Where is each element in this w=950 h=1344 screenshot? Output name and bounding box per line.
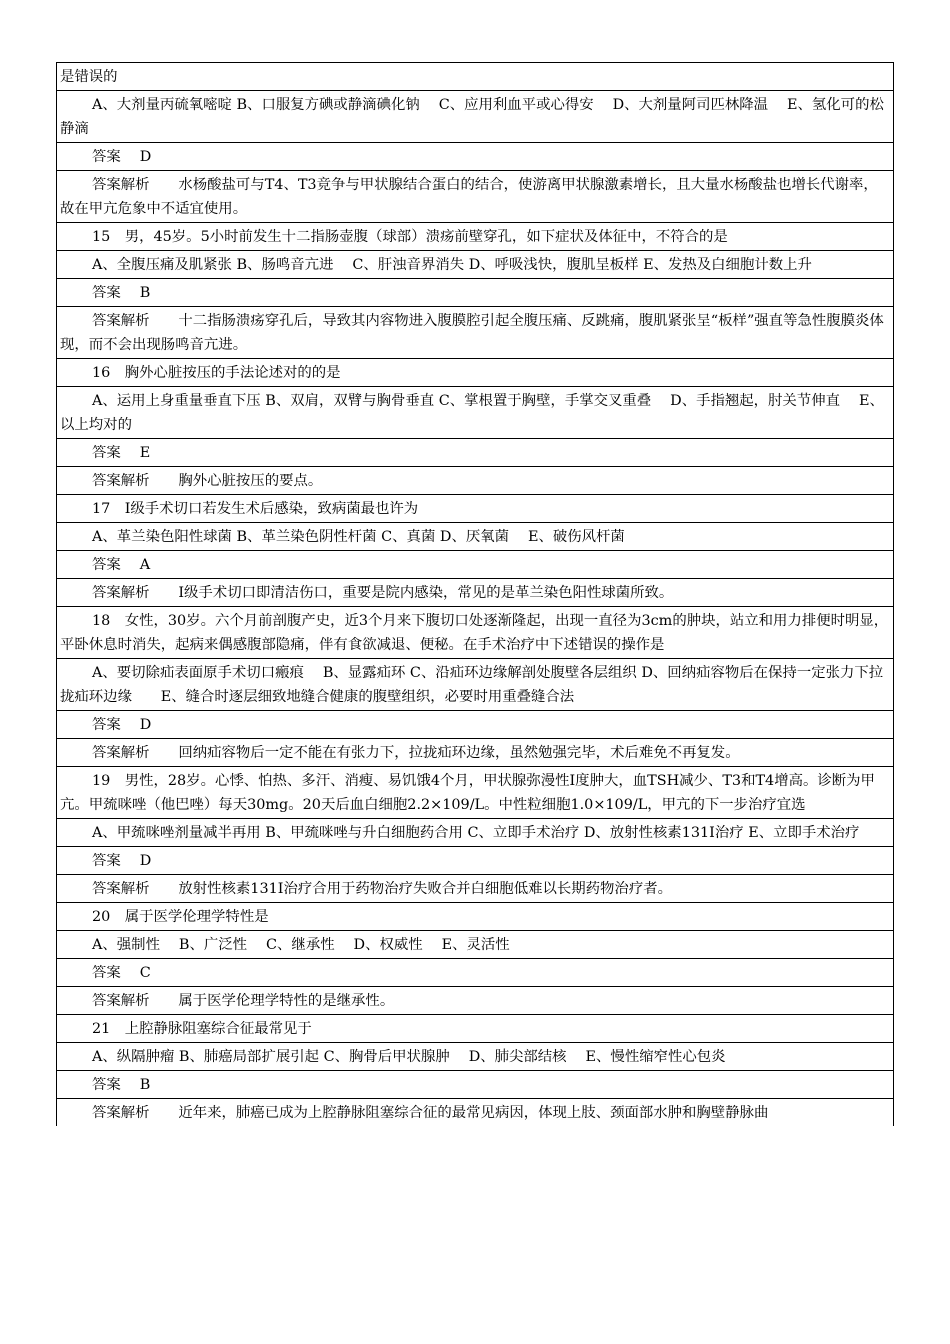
table-row (57, 739, 894, 767)
table-cell: 19 男性，28岁。心悸、怕热、多汗、消瘦、易饥饿4个月，甲状腺弥漫性Ⅰ度肿大，血TSH减少、T3和T4增高。诊断为甲亢。甲巯咪唑（他巴唑）每天30mg。20天后血白细胞2.2×109/L。中性粒细胞1.0×109/L，甲亢的下一步治疗宜选 (57, 767, 894, 819)
table-row (57, 819, 894, 847)
table-cell: 答案 B (57, 279, 894, 307)
qa-table (56, 62, 894, 1126)
table-row (57, 711, 894, 739)
table-row (57, 439, 894, 467)
table-row (57, 987, 894, 1015)
table-cell: A、革兰染色阳性球菌 B、革兰染色阴性杆菌 C、真菌 D、厌氧菌 E、破伤风杆菌 (57, 523, 894, 551)
table-cell: A、纵隔肿瘤 B、肺癌局部扩展引起 C、胸骨后甲状腺肿 D、肺尖部结核 E、慢性缩窄性心包炎 (57, 1043, 894, 1071)
table-row (57, 223, 894, 251)
table-row (57, 659, 894, 711)
table-row (57, 607, 894, 659)
table-cell: 16 胸外心脏按压的手法论述对的的是 (57, 359, 894, 387)
table-cell: 21 上腔静脉阻塞综合征最常见于 (57, 1015, 894, 1043)
table-cell: 答案 B (57, 1071, 894, 1099)
table-cell: 答案 D (57, 847, 894, 875)
table-row (57, 359, 894, 387)
table-cell: 答案解析 放射性核素131Ⅰ治疗合用于药物治疗失败合并白细胞低难以长期药物治疗者。 (57, 875, 894, 903)
table-cell: A、甲巯咪唑剂量减半再用 B、甲巯咪唑与升白细胞药合用 C、立即手术治疗 D、放射性核素131Ⅰ治疗 E、立即手术治疗 (57, 819, 894, 847)
table-row (57, 551, 894, 579)
table-row (57, 1015, 894, 1043)
table-cell: 答案解析 水杨酸盐可与T4、T3竞争与甲状腺结合蛋白的结合，使游离甲状腺激素增长，且大量水杨酸盐也增长代谢率，故在甲亢危象中不适宜使用。 (57, 171, 894, 223)
table-cell: A、强制性 B、广泛性 C、继承性 D、权威性 E、灵活性 (57, 931, 894, 959)
table-cell: 17 Ⅰ级手术切口若发生术后感染，致病菌最也许为 (57, 495, 894, 523)
table-cell: 答案解析 属于医学伦理学特性的是继承性。 (57, 987, 894, 1015)
qa-table-body (57, 63, 894, 1127)
table-row (57, 91, 894, 143)
table-cell: 答案 D (57, 143, 894, 171)
table-row (57, 251, 894, 279)
table-cell: 20 属于医学伦理学特性是 (57, 903, 894, 931)
table-cell: 答案解析 胸外心脏按压的要点。 (57, 467, 894, 495)
table-cell: A、全腹压痛及肌紧张 B、肠鸣音亢进 C、肝浊音界消失 D、呼吸浅快，腹肌呈板样 E、发热及白细胞计数上升 (57, 251, 894, 279)
table-cell: 是错误的 (57, 63, 894, 91)
table-row (57, 959, 894, 987)
table-row (57, 847, 894, 875)
table-cell: 答案解析 Ⅰ级手术切口即清洁伤口，重要是院内感染，常见的是革兰染色阳性球菌所致。 (57, 579, 894, 607)
table-cell: 15 男，45岁。5小时前发生十二指肠壶腹（球部）溃疡前壁穿孔，如下症状及体征中，不符合的是 (57, 223, 894, 251)
page-bottom-margin (0, 1262, 950, 1344)
table-row (57, 903, 894, 931)
table-row (57, 1043, 894, 1071)
table-row (57, 523, 894, 551)
table-cell: A、大剂量丙硫氧嘧啶 B、口服复方碘或静滴碘化钠 C、应用利血平或心得安 D、大剂量阿司匹林降温 E、氢化可的松静滴 (57, 91, 894, 143)
table-row (57, 171, 894, 223)
table-row (57, 767, 894, 819)
table-cell: A、要切除疝表面原手术切口瘢痕 B、显露疝环 C、沿疝环边缘解剖处腹壁各层组织 D、回纳疝容物后在保持一定张力下拉拢疝环边缘 E、缝合时逐层细致地缝合健康的腹壁组织，必要时用重叠缝合法 (57, 659, 894, 711)
table-row (57, 1071, 894, 1099)
table-row (57, 307, 894, 359)
table-cell: 答案 E (57, 439, 894, 467)
table-cell: 答案 A (57, 551, 894, 579)
table-row (57, 875, 894, 903)
table-row (57, 495, 894, 523)
table-row (57, 467, 894, 495)
table-row (57, 931, 894, 959)
table-cell: 答案 C (57, 959, 894, 987)
table-cell: A、运用上身重量垂直下压 B、双肩，双臂与胸骨垂直 C、掌根置于胸壁，手掌交叉重叠 D、手指翘起，肘关节伸直 E、以上均对的 (57, 387, 894, 439)
table-cell: 答案解析 回纳疝容物后一定不能在有张力下，拉拢疝环边缘，虽然勉强完毕，术后难免不再复发。 (57, 739, 894, 767)
table-cell: 答案解析 近年来，肺癌已成为上腔静脉阻塞综合征的最常见病因，体现上肢、颈面部水肿和胸壁静脉曲 (57, 1099, 894, 1127)
table-row (57, 279, 894, 307)
table-row (57, 387, 894, 439)
table-row (57, 143, 894, 171)
table-cell: 答案 D (57, 711, 894, 739)
table-row (57, 579, 894, 607)
table-cell: 答案解析 十二指肠溃疡穿孔后，导致其内容物进入腹膜腔引起全腹压痛、反跳痛，腹肌紧张呈“板样”强直等急性腹膜炎体现，而不会出现肠鸣音亢进。 (57, 307, 894, 359)
table-row (57, 1099, 894, 1127)
table-row (57, 63, 894, 91)
table-cell: 18 女性，30岁。六个月前剖腹产史，近3个月来下腹切口处逐渐隆起，出现一直径为3cm的肿块，站立和用力排便时明显，平卧休息时消失，起病来偶感腹部隐痛，伴有食欲减退、便秘。在手术治疗中下述错误的操作是 (57, 607, 894, 659)
